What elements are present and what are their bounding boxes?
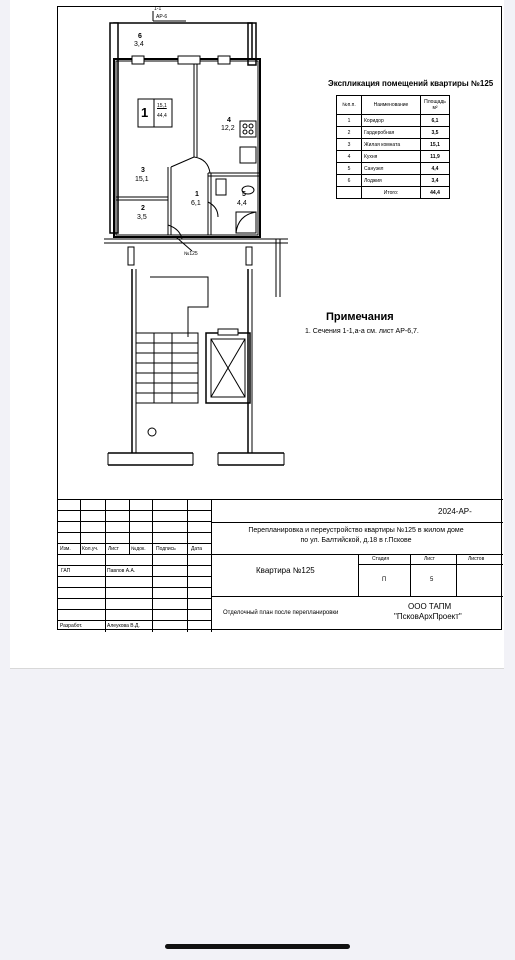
gap-name: Павлов А.А. — [107, 568, 136, 574]
row-name: Санузел — [362, 163, 421, 175]
row-name: Коридор — [362, 115, 421, 127]
room-3-num: 3 — [141, 167, 145, 174]
row-name: Итого: — [362, 187, 421, 199]
room-1-num: 1 — [195, 191, 199, 198]
row-area: 3,5 — [421, 127, 450, 139]
col-izm: Изм. — [60, 546, 71, 552]
room-6-area: 3,4 — [134, 41, 144, 48]
section-ref: АР-6 — [156, 14, 168, 20]
col-kol: Кол.уч. — [82, 546, 99, 552]
dev-role: Разработ. — [60, 623, 83, 629]
document-code: 2024-АР- — [438, 507, 472, 516]
row-area: 4,4 — [421, 163, 450, 175]
room-1-area: 6,1 — [191, 200, 201, 207]
row-num: 4 — [337, 151, 362, 163]
col-doc: №док. — [131, 546, 146, 552]
col-list: Лист — [108, 546, 119, 552]
room-5-area: 4,4 — [237, 200, 247, 207]
col-sign: Подпись — [156, 546, 176, 552]
apartment-label: №125 — [184, 251, 198, 257]
row-name: Гардеробная — [362, 127, 421, 139]
room-2-area: 3,5 — [137, 214, 147, 221]
project-title: Перепланировка и переустройство квартиры №125 в жилом доме по ул. Балтийской, д.18 в г.Пскове — [248, 527, 464, 544]
org-name-1: ООО ТАПМ — [408, 602, 452, 611]
object-name: Квартира №125 — [256, 566, 315, 575]
document-page — [10, 0, 504, 669]
col-date: Дата — [191, 546, 203, 552]
room-5-num: 5 — [242, 191, 246, 198]
table-row — [337, 151, 450, 163]
row-name: Лоджия — [362, 175, 421, 187]
row-num: 5 — [337, 163, 362, 175]
table-row — [337, 163, 450, 175]
title-block — [58, 499, 503, 632]
row-num: 2 — [337, 127, 362, 139]
sheet-value: 5 — [430, 577, 434, 583]
room-2-num: 2 — [141, 205, 145, 212]
row-name: Кухня — [362, 151, 421, 163]
notes-title: Примечания — [326, 311, 394, 323]
gap-role: ГАП — [61, 568, 71, 574]
room-3-area: 15,1 — [135, 176, 149, 183]
row-area: 11,9 — [421, 151, 450, 163]
row-num: 1 — [337, 115, 362, 127]
org-name-2: "ПсковАрхПроект" — [394, 612, 462, 621]
row-num: 3 — [337, 139, 362, 151]
apartment-tag-living: 15,1 — [157, 103, 167, 109]
row-area: 3,4 — [421, 175, 450, 187]
apartment-tag-total: 44,4 — [157, 113, 167, 119]
table-row-total — [337, 187, 450, 199]
room-4-area: 12,2 — [221, 125, 235, 132]
row-area: 44,4 — [421, 187, 450, 199]
table-row — [337, 127, 450, 139]
header-area: Площадь м² — [421, 96, 450, 115]
notes-item: 1. Сечения 1-1,а-а см. лист АР-6,7. — [305, 328, 419, 335]
row-num: 6 — [337, 175, 362, 187]
row-area: 6,1 — [421, 115, 450, 127]
section-mark: 1-1 — [154, 6, 162, 12]
table-row — [337, 175, 450, 187]
stage-value: П — [382, 577, 387, 583]
header-name: Наименование — [362, 96, 421, 115]
table-row — [337, 139, 450, 151]
row-area: 15,1 — [421, 139, 450, 151]
stage-header: Стадия — [372, 556, 390, 562]
dev-name: Алеукова В.Д. — [107, 623, 140, 629]
row-name: Жилая комната — [362, 139, 421, 151]
room-4-num: 4 — [227, 117, 231, 124]
room-6-num: 6 — [138, 33, 142, 40]
drawing-frame — [57, 6, 502, 630]
header-num: №п.п. — [337, 96, 362, 115]
row-num — [337, 187, 362, 199]
table-row — [337, 115, 450, 127]
sheet-title: Отделочный план после перепланировки — [223, 610, 339, 616]
explication-title: Экспликация помещений квартиры №125 — [328, 79, 494, 88]
home-indicator[interactable] — [165, 944, 350, 949]
sheets-header: Листов — [468, 556, 485, 562]
explication-table — [336, 95, 450, 199]
sheet-header: Лист — [424, 556, 435, 562]
floor-plan — [58, 7, 288, 477]
apartment-tag-number: 1 — [141, 105, 149, 120]
explication-header-row — [337, 96, 450, 115]
